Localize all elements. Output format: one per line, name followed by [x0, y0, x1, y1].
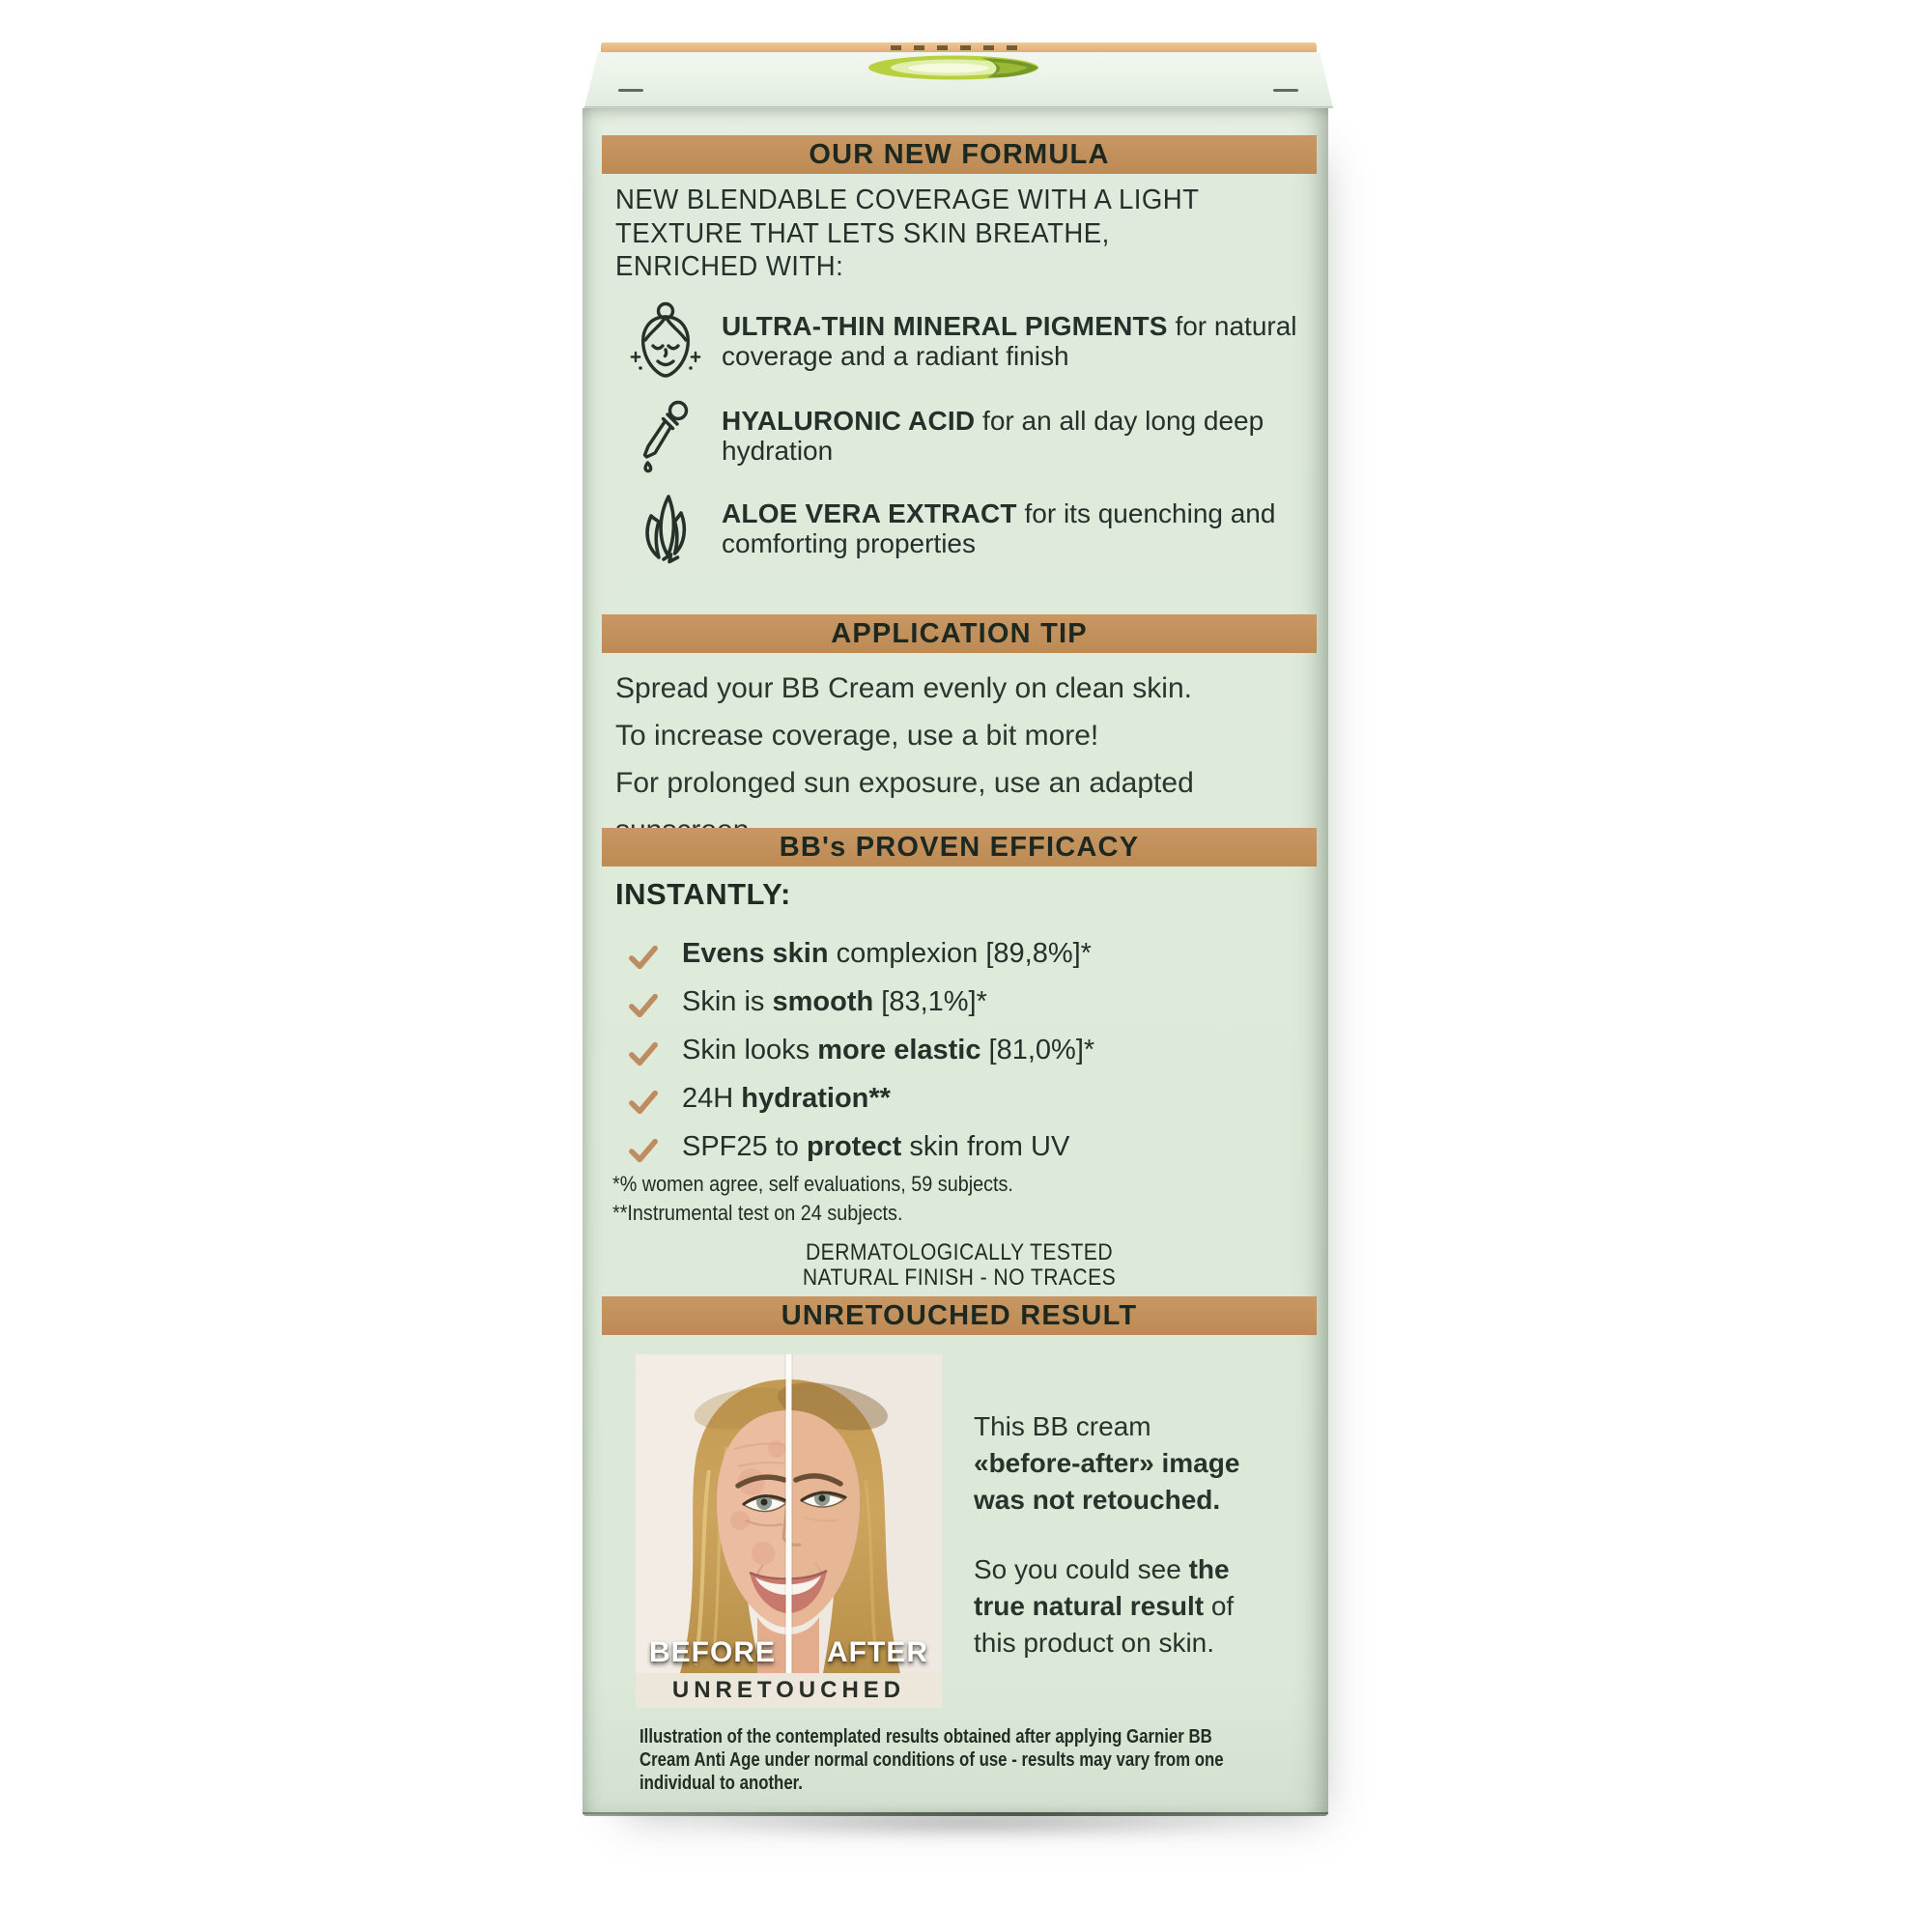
efficacy-text: complexion [89,8%]* — [828, 938, 1092, 969]
flap-notch-left — [618, 89, 643, 92]
efficacy-item — [626, 938, 1312, 977]
section-header-unretouched — [602, 1296, 1317, 1335]
top-edge-print-marks — [891, 45, 1026, 50]
desc-line-bold: «before-after» image — [974, 1448, 1240, 1478]
efficacy-text-bold: hydration** — [741, 1083, 891, 1114]
model-face-image — [636, 1354, 942, 1673]
desc-line-bold: true natural result — [974, 1591, 1205, 1621]
dropper-icon — [628, 398, 703, 475]
efficacy-item — [626, 1131, 1312, 1170]
box-top-edge — [601, 43, 1317, 52]
efficacy-item — [626, 1083, 1312, 1122]
unretouched-caption: UNRETOUCHED — [671, 1677, 906, 1703]
section-header-efficacy-label: BB's PROVEN EFFICACY — [779, 831, 1140, 863]
efficacy-text-bold: protect — [806, 1131, 902, 1162]
ingredient-name: ALOE VERA EXTRACT — [722, 498, 1017, 528]
checkmark-icon — [626, 944, 661, 971]
claim-dermatologically-tested: DERMATOLOGICALLY TESTED — [805, 1239, 1114, 1265]
disclaimer-line: Illustration of the contemplated results obtained after applying Garnier BB — [639, 1726, 1212, 1747]
formula-intro-text — [615, 184, 1199, 284]
face-icon — [628, 300, 703, 382]
intro-line: TEXTURE THAT LETS SKIN BREATHE, — [615, 217, 1110, 249]
desc-line-bold: the — [1188, 1554, 1230, 1584]
efficacy-text: Skin looks — [682, 1035, 818, 1065]
checkmark-icon — [626, 1040, 661, 1067]
efficacy-text-bold: more elastic — [817, 1035, 981, 1065]
ingredient-bullet — [722, 311, 1306, 371]
efficacy-text: SPF25 to — [682, 1131, 807, 1162]
checkmark-icon — [626, 992, 661, 1019]
ingredient-bullet — [722, 498, 1306, 558]
efficacy-text: 24H — [682, 1083, 742, 1114]
section-header-application-tip-label: APPLICATION TIP — [831, 617, 1088, 649]
ingredient-benefit: for an all day long deep hydration — [722, 406, 1264, 466]
aloe-icon — [628, 489, 703, 568]
desc-line: this product on skin. — [974, 1628, 1215, 1658]
footnote: **Instrumental test on 24 subjects. — [612, 1201, 903, 1225]
section-header-unretouched-label: UNRETOUCHED RESULT — [781, 1299, 1138, 1331]
footnote: *% women agree, self evaluations, 59 subjects. — [612, 1172, 1013, 1196]
ingredient-name: ULTRA-THIN MINERAL PIGMENTS — [722, 311, 1168, 341]
intro-line: NEW BLENDABLE COVERAGE WITH A LIGHT — [615, 185, 1200, 215]
efficacy-text: skin from UV — [901, 1131, 1070, 1162]
efficacy-item — [626, 986, 1312, 1025]
after-label: AFTER — [827, 1636, 928, 1668]
flap-notch-right — [1273, 89, 1298, 92]
unretouched-description — [974, 1408, 1239, 1662]
claim-natural-finish: NATURAL FINISH - NO TRACES — [802, 1264, 1117, 1291]
section-header-efficacy — [602, 828, 1317, 867]
efficacy-text-bold: Evens skin — [682, 938, 829, 969]
section-header-formula-label: OUR NEW FORMULA — [809, 138, 1110, 170]
desc-line: of — [1204, 1591, 1235, 1621]
application-tip-text — [615, 665, 1194, 854]
efficacy-item — [626, 1035, 1312, 1073]
efficacy-text: Skin is — [682, 986, 773, 1017]
before-after-photo — [636, 1354, 942, 1708]
efficacy-text: [83,1%]* — [873, 986, 987, 1017]
legal-disclaimer — [639, 1725, 1224, 1795]
efficacy-subtitle: INSTANTLY: — [615, 877, 791, 911]
disclaimer-line: Cream Anti Age under normal conditions of use - results may vary from one — [639, 1749, 1224, 1771]
garnier-logo-icon — [867, 54, 1039, 81]
box-shadow — [565, 1814, 1381, 1847]
section-header-application-tip — [602, 614, 1317, 653]
checkmark-icon — [626, 1137, 661, 1164]
desc-line: This BB cream — [974, 1411, 1151, 1441]
tip-line: To increase coverage, use a bit more! — [615, 720, 1099, 752]
desc-line-bold: was not retouched. — [974, 1485, 1221, 1515]
before-label: BEFORE — [649, 1636, 777, 1668]
desc-line: So you could see — [974, 1554, 1189, 1584]
ingredient-benefit: for natural coverage and a radiant finish — [722, 311, 1297, 371]
intro-line: ENRICHED WITH: — [615, 251, 844, 282]
efficacy-text-bold: smooth — [772, 986, 874, 1017]
efficacy-text: [81,0%]* — [980, 1035, 1095, 1065]
ingredient-bullet — [722, 406, 1306, 466]
tip-line: Spread your BB Cream evenly on clean skin. — [615, 672, 1192, 704]
unretouched-caption-strip — [636, 1673, 942, 1708]
tip-line: For prolonged sun exposure, use an adapted — [615, 767, 1194, 799]
section-header-formula — [602, 135, 1317, 174]
disclaimer-line: individual to another. — [639, 1773, 803, 1794]
ingredient-benefit: for its quenching and comforting properties — [722, 498, 1276, 558]
ingredient-name: HYALURONIC ACID — [722, 406, 976, 436]
checkmark-icon — [626, 1089, 661, 1116]
